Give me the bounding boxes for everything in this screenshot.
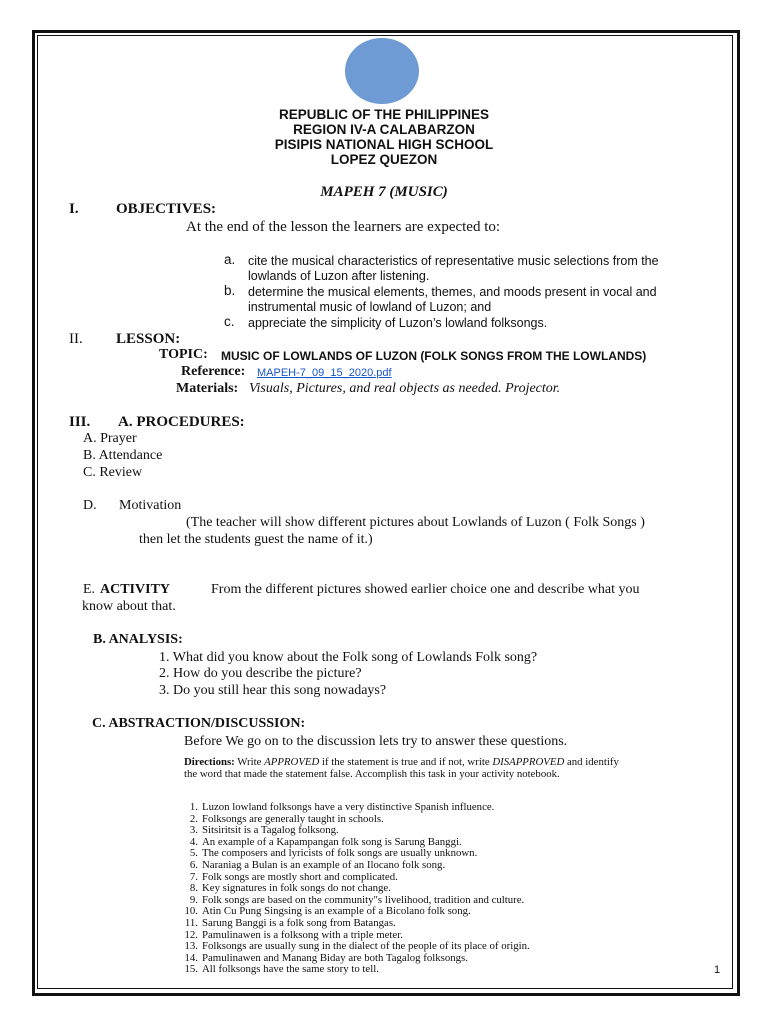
analysis-heading: B. ANALYSIS:	[93, 632, 183, 647]
motivation-title: Motivation	[119, 498, 182, 513]
statement-list	[174, 802, 530, 976]
activity-line-2: know about that.	[82, 599, 176, 614]
activity-label: ACTIVITY	[100, 582, 171, 597]
analysis-question-3: 3. Do you still hear this song nowadays?	[159, 683, 387, 698]
lesson-heading: LESSON:	[116, 331, 181, 347]
materials-text: Visuals, Pictures, and real objects as needed. Projector.	[249, 381, 561, 396]
statement-item	[174, 964, 530, 976]
objectives-intro: At the end of the lesson the learners are expected to:	[186, 219, 501, 235]
statement-text: Atin Cu Pung Singsing is an example of a Bicolano folk song.	[202, 905, 471, 918]
statement-text: All folksongs have the same story to tell.	[202, 963, 379, 976]
directions-part-2: if the statement is true and if not, write	[319, 756, 493, 768]
statement-number: 4.	[189, 835, 198, 848]
topic-label: TOPIC:	[159, 347, 208, 362]
objective-a-text: cite the musical characteristics of representative music selections from the lowlands of Luzon after listening.	[248, 254, 659, 283]
abstraction-intro: Before We go on to the discussion lets try to answer these questions.	[184, 734, 568, 749]
statement-number: 11.	[184, 916, 198, 929]
objective-c-text: appreciate the simplicity of Luzon’s lowland folksongs.	[248, 316, 548, 330]
materials-label: Materials:	[176, 381, 239, 396]
objective-c-letter: c.	[224, 314, 235, 329]
statement-number: 6.	[189, 858, 198, 871]
statement-text: Folk songs are based on the community"s livelihood, tradition and culture.	[202, 893, 525, 906]
header-line-3: PISIPIS NATIONAL HIGH SCHOOL	[274, 137, 494, 152]
objectives-heading: OBJECTIVES:	[116, 201, 217, 217]
statement-text: Folk songs are mostly short and complicated.	[202, 870, 398, 883]
statement-number: 8.	[189, 882, 198, 895]
analysis-question-2: 2. How do you describe the picture?	[159, 666, 362, 681]
statement-text: Folksongs are generally taught in schools.	[202, 812, 384, 825]
directions-part-3: and identify the word that made the statement false. Accomplish this task in your activity notebook.	[184, 756, 619, 781]
header-line-4: LOPEZ QUEZON	[330, 152, 438, 167]
statement-number: 2.	[189, 812, 198, 825]
school-logo	[345, 38, 419, 104]
statement-number: 10.	[184, 905, 198, 918]
header-line-1: REPUBLIC OF THE PHILIPPINES	[278, 107, 490, 122]
objective-b-letter: b.	[224, 283, 236, 298]
activity-line-1: From the different pictures showed earlier choice one and describe what you	[211, 582, 640, 597]
objective-a-letter: a.	[224, 252, 236, 267]
statement-number: 15.	[184, 963, 198, 976]
statement-number: 12.	[184, 928, 198, 941]
statement-text: Pamulinawen is a folksong with a triple meter.	[202, 928, 403, 941]
statement-number: 3.	[189, 824, 198, 837]
directions-label: Directions:	[184, 756, 235, 768]
procedures-numeral: III.	[69, 414, 91, 430]
reference-label: Reference:	[181, 364, 246, 379]
topic-text: MUSIC OF LOWLANDS OF LUZON (FOLK SONGS FROM THE LOWLANDS)	[221, 349, 647, 363]
procedures-heading: A. PROCEDURES:	[118, 414, 245, 430]
header-line-2: REGION IV-A CALABARZON	[293, 122, 475, 137]
statement-text: Naraniag a Bulan is an example of an Ilocano folk song.	[202, 858, 446, 871]
lesson-numeral: II.	[69, 331, 83, 347]
statement-number: 14.	[184, 951, 198, 964]
step-prayer: A. Prayer	[83, 431, 137, 446]
objectives-numeral: I.	[69, 201, 79, 217]
directions-disapproved: DISAPPROVED	[492, 756, 565, 768]
directions-part-1: Write	[234, 756, 265, 768]
page-number: 1	[714, 964, 721, 976]
motivation-line-1: (The teacher will show different pictures about Lowlands of Luzon ( Folk Songs )	[186, 515, 645, 530]
objective-b-text: determine the musical elements, themes, and moods present in vocal and instrumental music of lowland of Luzon; and	[248, 285, 657, 314]
statement-text: Luzon lowland folksongs have a very distinctive Spanish influence.	[202, 801, 495, 813]
step-review: C. Review	[83, 465, 143, 480]
statement-text: The composers and lyricists of folk songs are usually unknown.	[202, 847, 478, 860]
statement-text: Sarung Banggi is a folk song from Batangas.	[202, 916, 396, 929]
statement-number: 9.	[189, 893, 198, 906]
statement-text: Sitsiritsit is a Tagalog folksong.	[202, 824, 339, 837]
reference-link[interactable]: MAPEH-7_09_15_2020.pdf	[257, 367, 392, 379]
statement-text: An example of a Kapampangan folk song is Sarung Banggi.	[202, 835, 462, 848]
statement-text: Folksongs are usually sung in the dialect of the people of its place of origin.	[202, 940, 530, 953]
analysis-question-1: 1. What did you know about the Folk song of Lowlands Folk song?	[159, 650, 538, 665]
activity-prefix: E.	[83, 582, 96, 597]
step-attendance: B. Attendance	[83, 448, 163, 463]
statement-text: Key signatures in folk songs do not change.	[202, 882, 391, 895]
motivation-line-2: then let the students guest the name of it.)	[139, 532, 373, 547]
motivation-label: D.	[83, 498, 97, 513]
statement-number: 13.	[184, 940, 198, 953]
directions-text	[184, 756, 624, 780]
directions-approved: APPROVED	[264, 756, 320, 768]
abstraction-heading: C. ABSTRACTION/DISCUSSION:	[92, 716, 306, 731]
statement-number: 5.	[189, 847, 198, 860]
statement-text: Pamulinawen and Manang Biday are both Tagalog folksongs.	[202, 951, 468, 964]
statement-number: 7.	[189, 870, 198, 883]
subject-title: MAPEH 7 (MUSIC)	[320, 184, 448, 200]
statement-number: 1.	[189, 801, 198, 813]
